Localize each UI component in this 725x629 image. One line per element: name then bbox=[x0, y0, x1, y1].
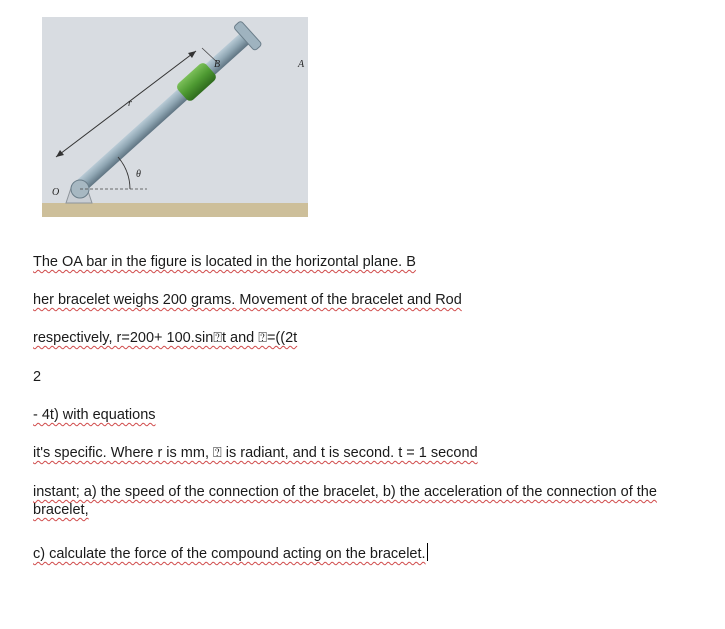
label-theta: θ bbox=[136, 169, 141, 180]
problem-text-line-8: c) calculate the force of the compound acting on the bracelet. bbox=[33, 543, 428, 563]
problem-text-line-5: - 4t) with equations bbox=[33, 407, 156, 423]
problem-figure bbox=[42, 17, 308, 217]
problem-text-line-4: 2 bbox=[33, 369, 42, 385]
label-a: A bbox=[298, 59, 305, 70]
problem-text-line-3: respectively, r=200+ 100.sin⍰t and ⍰=((2t bbox=[33, 330, 298, 346]
label-r: r bbox=[128, 98, 132, 109]
label-o: O bbox=[52, 187, 60, 198]
base-block bbox=[42, 203, 308, 217]
problem-text-line-6: it's specific. Where r is mm, ⍰ is radiant, and t is second. t = 1 second bbox=[33, 445, 478, 461]
rod-bracelet-diagram bbox=[42, 17, 308, 217]
problem-text-line-1: The OA bar in the figure is located in the horizontal plane. B bbox=[33, 254, 416, 270]
label-b: B bbox=[214, 59, 221, 70]
text-cursor bbox=[427, 543, 428, 561]
problem-text-line-7: instant; a) the speed of the connection of the bracelet, b) the acceleration of the connection of the bracelet, bbox=[33, 484, 657, 518]
problem-text-line-2: her bracelet weighs 200 grams. Movement of the bracelet and Rod bbox=[33, 292, 462, 308]
